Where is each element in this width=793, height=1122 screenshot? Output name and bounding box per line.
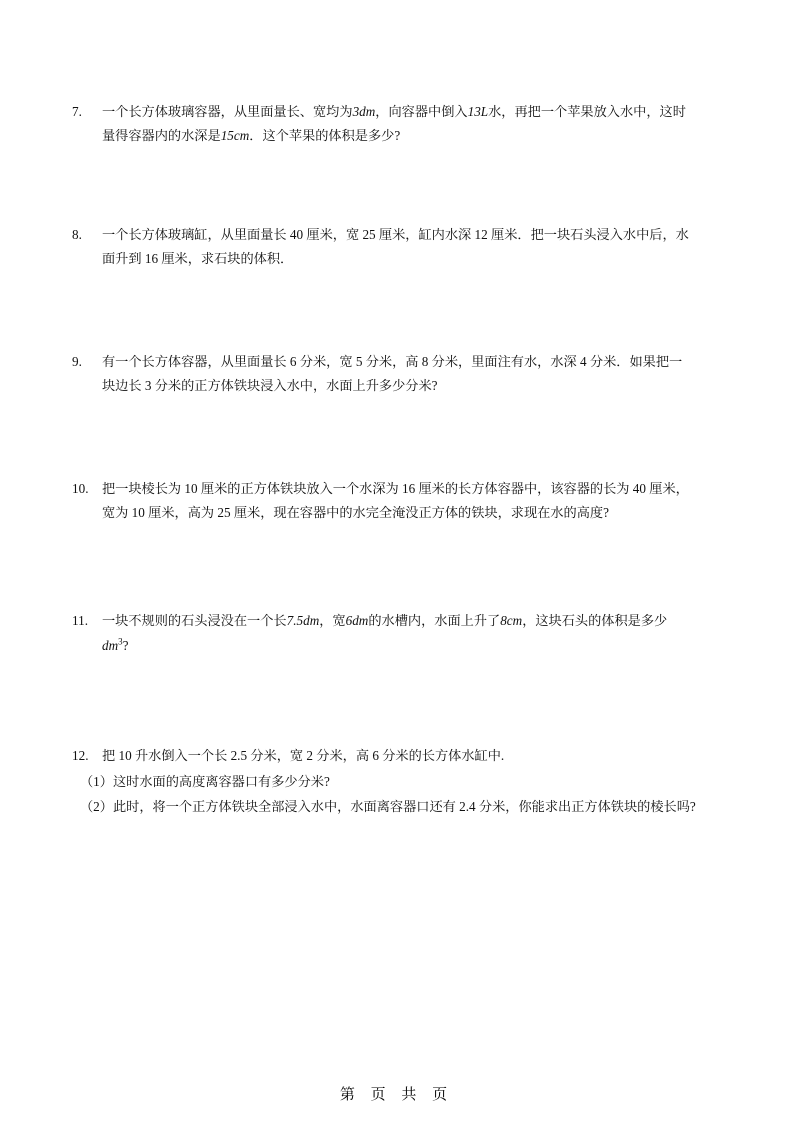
text-segment: ，这块石头的体积是多少	[522, 613, 668, 629]
problem-number: 12.	[72, 748, 89, 764]
problem-9	[72, 350, 721, 399]
text-segment: ，向容器中倒入	[375, 104, 468, 119]
problem-12	[72, 744, 721, 820]
problem-line: 有一个长方体容器，从里面量长 6 分米，宽 5 分米，高 8 分米，里面注有水，水深 4 分米．如果把一	[102, 353, 683, 369]
text-segment: ?	[122, 637, 129, 653]
problem-line: 把 10 升水倒入一个长 2.5 分米，宽 2 分米，高 6 分米的长方体水缸中.	[102, 748, 505, 764]
problem-line	[102, 609, 721, 633]
problem-number: 11.	[72, 613, 88, 629]
answer-space	[72, 272, 721, 350]
problem-line: 一个长方体玻璃缸，从里面量长 40 厘米，宽 25 厘米，缸内水深 12 厘米．把一块石头浸入水中后，水	[102, 226, 689, 242]
text-segment: ．这个苹果的体积是多少?	[249, 128, 401, 144]
answer-space	[72, 149, 721, 223]
text-segment: 一个长方体玻璃容器，从里面量长、宽均为	[102, 104, 353, 119]
problem-11	[72, 609, 721, 658]
problem-7	[72, 100, 721, 149]
problem-line: 块边长 3 分米的正方体铁块浸入水中，水面上升多少分米?	[102, 378, 438, 394]
text-segment: 量得容器内的水深是	[102, 128, 221, 144]
problem-10	[72, 477, 721, 526]
text-segment: 水，再把一个苹果放入水中，这时	[488, 104, 686, 119]
text-segment: ，宽	[319, 613, 346, 629]
problem-number: 8.	[72, 226, 82, 242]
problem-body	[102, 100, 721, 149]
answer-space	[72, 525, 721, 609]
math-exponent: 3	[118, 636, 123, 647]
math-value: 13L	[467, 104, 489, 119]
problem-line	[102, 100, 721, 124]
problem-subquestion-1: （1）这时水面的高度离容器口有多少分米?	[80, 773, 330, 789]
math-value: 3dm	[352, 104, 376, 119]
problem-line: 宽为 10 厘米，高为 25 厘米，现在容器中的水完全淹没正方体的铁块，求现在水的高度?	[102, 504, 609, 520]
problem-line	[102, 634, 721, 658]
page-footer: 第 页 共 页	[339, 1087, 454, 1103]
problem-number: 7.	[72, 104, 82, 119]
math-value: 7.5dm	[286, 613, 320, 629]
problem-body	[102, 744, 721, 768]
problem-subquestion-2: （2）此时，将一个正方体铁块全部浸入水中，水面离容器口还有 2.4 分米，你能求出正方体铁块的棱长吗?	[80, 799, 696, 815]
problem-body	[102, 609, 721, 658]
text-segment: 一块不规则的石头浸没在一个长	[102, 613, 287, 629]
math-value: 6dm	[345, 613, 369, 629]
problem-number: 9.	[72, 353, 82, 369]
problem-line: 面升到 16 厘米，求石块的体积．	[102, 251, 294, 267]
math-value: 15cm	[220, 128, 250, 144]
answer-space	[72, 399, 721, 477]
problem-body	[102, 350, 721, 399]
problem-8	[72, 223, 721, 272]
problem-line: 把一块棱长为 10 厘米的正方体铁块放入一个水深为 16 厘米的长方体容器中，该容器的长为 40 厘米，	[102, 480, 689, 496]
math-unit: dm	[102, 637, 119, 653]
answer-space	[72, 658, 721, 744]
text-segment: 的水槽内，水面上升了	[368, 613, 501, 629]
math-value: 8cm	[500, 613, 523, 629]
problem-line	[102, 124, 721, 148]
problem-number: 10.	[72, 480, 89, 496]
problem-body	[102, 477, 721, 526]
problem-body	[102, 223, 721, 272]
